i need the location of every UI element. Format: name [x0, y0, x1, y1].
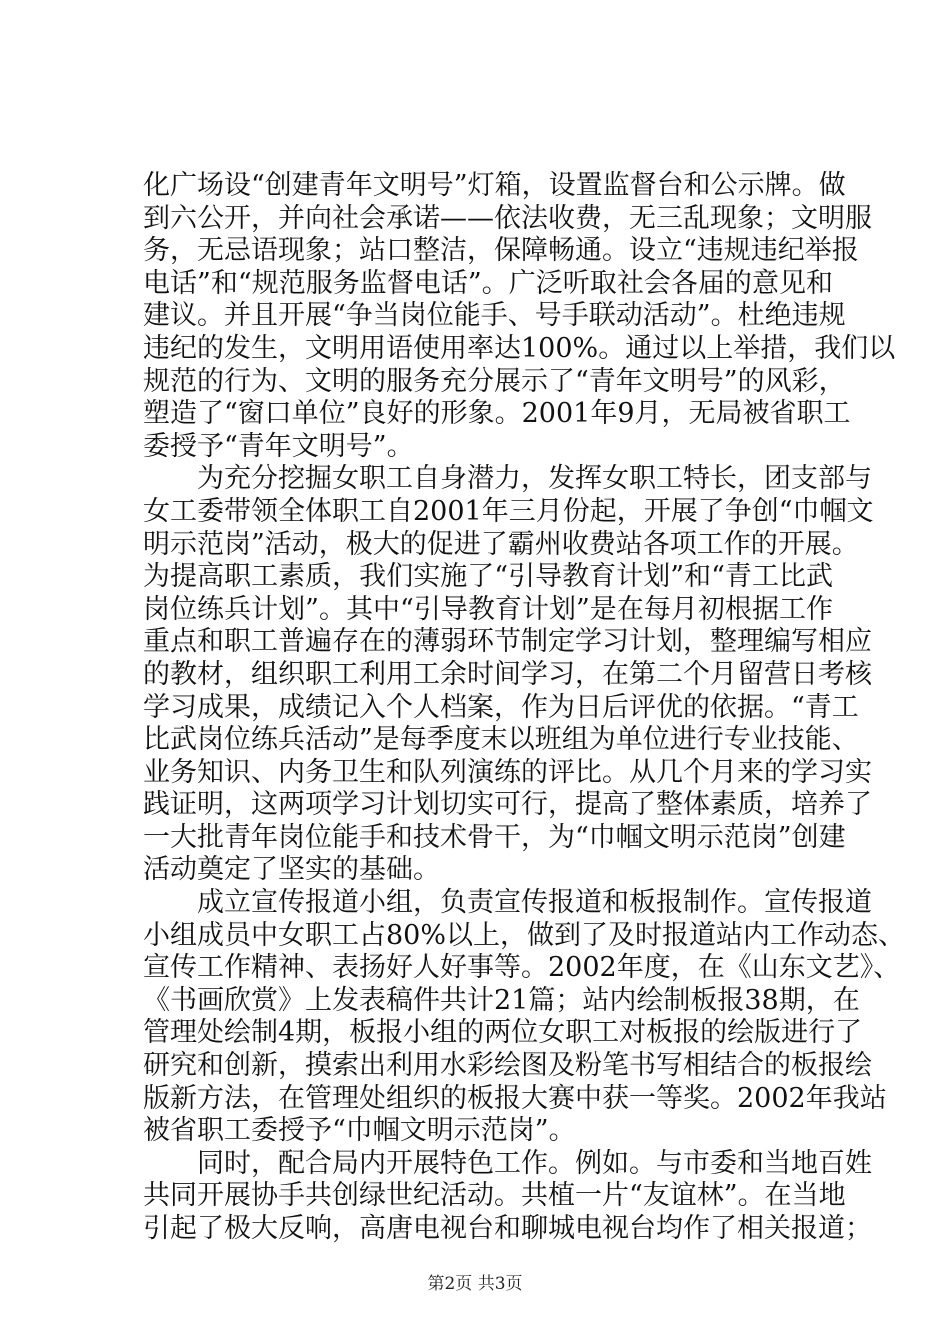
text-line: 比武岗位练兵活动”是每季度末以班组为单位进行专业技能、 [143, 724, 859, 756]
document-body [143, 170, 906, 1246]
text-line: 电话”和“规范服务监督电话”。广泛听取社会各届的意见和 [143, 267, 833, 299]
text-line: 业务知识、内务卫生和队列演练的评比。从几个月来的学习实 [143, 756, 872, 788]
paragraph-end-line: 委授予“青年文明号”。 [143, 430, 414, 462]
text-line: 违纪的发生，文明用语使用率达100%。通过以上举措，我们以 [143, 332, 896, 364]
text-line: 为提高职工素质，我们实施了“引导教育计划”和“青工比武 [143, 561, 833, 593]
text-line: 共同开展协手共创绿世纪活动。共植一片“友谊林”。在当地 [143, 1180, 846, 1212]
text-line: 明示范岗”活动，极大的促进了霸州收费站各项工作的开展。 [143, 528, 859, 560]
text-line: 化广场设“创建青年文明号”灯箱，设置监督台和公示牌。做 [143, 170, 846, 201]
text-line: 《书画欣赏》上发表稿件共计21篇；站内绘制板报38期，在 [143, 984, 860, 1016]
text-line: 女工委带领全体职工自2001年三月份起，开展了争创“巾帼文 [143, 495, 874, 527]
page-number-footer: 第2页 共3页 [427, 1274, 523, 1294]
text-line: 管理处绘制4期，板报小组的两位女职工对板报的绘版进行了 [143, 1017, 863, 1049]
text-line: 版新方法，在管理处组织的板报大赛中获一等奖。2002年我站 [143, 1082, 887, 1114]
paragraph-end-line: 被省职工委授予“巾帼文明示范岗”。 [143, 1115, 576, 1147]
paragraph-end-line: 活动奠定了坚实的基础。 [143, 854, 440, 886]
text-line: 岗位练兵计划”。其中“引导教育计划”是在每月初根据工作 [143, 593, 833, 625]
paragraph-start-line: 成立宣传报道小组，负责宣传报道和板报制作。宣传报道 [143, 887, 872, 919]
text-line: 的教材，组织职工利用工余时间学习，在第二个月留营日考核 [143, 658, 872, 690]
text-line: 引起了极大反响，高唐电视台和聊城电视台均作了相关报道； [143, 1213, 872, 1244]
text-line: 研究和创新，摸索出利用水彩绘图及粉笔书写相结合的板报绘 [143, 1050, 872, 1082]
text-line: 小组成员中女职工占80%以上，做到了及时报道站内工作动态、 [143, 919, 906, 951]
text-line: 学习成果，成绩记入个人档案，作为日后评优的依据。“青工 [143, 691, 859, 723]
text-line: 践证明，这两项学习计划切实可行，提高了整体素质，培养了 [143, 789, 872, 821]
paragraph-start-line: 同时，配合局内开展特色工作。例如。与市委和当地百姓 [143, 1147, 872, 1179]
text-line: 务，无忌语现象；站口整洁，保障畅通。设立“违规违纪举报 [143, 235, 859, 267]
text-line: 规范的行为、文明的服务充分展示了“青年文明号”的风彩， [143, 365, 846, 397]
text-line: 建议。并且开展“争当岗位能手、号手联动活动”。杜绝违规 [143, 300, 846, 332]
text-line: 重点和职工普遍存在的薄弱环节制定学习计划，整理编写相应 [143, 626, 872, 658]
paragraph-start-line: 为充分挖掘女职工自身潜力，发挥女职工特长，团支部与 [143, 463, 872, 495]
text-line: 宣传工作精神、表扬好人好事等。2002年度，在《山东文艺》、 [143, 952, 901, 984]
text-line: 到六公开，并向社会承诺——依法收费，无三乱现象；文明服 [143, 202, 872, 234]
text-line: 塑造了“窗口单位”良好的形象。2001年9月，无局被省职工 [143, 398, 851, 430]
text-line: 一大批青年岗位能手和技术骨干，为“巾帼文明示范岗”创建 [143, 821, 846, 853]
